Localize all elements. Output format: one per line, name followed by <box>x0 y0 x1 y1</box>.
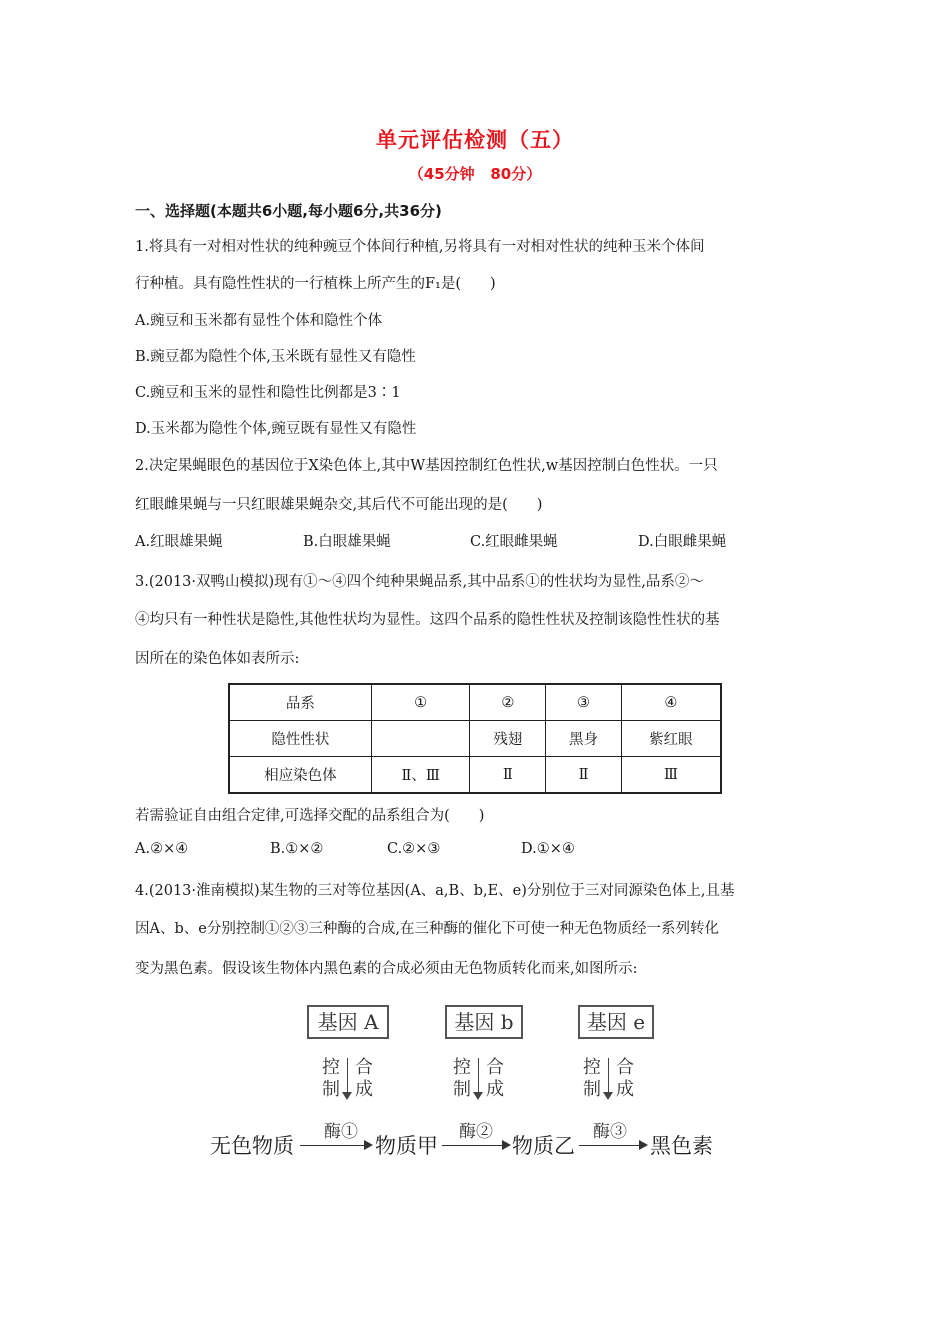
q2-option-a: A.红眼雄果蝇 <box>135 534 223 550</box>
synthesis-label: 合 成 <box>355 1057 373 1100</box>
right-arrow-line <box>579 1145 641 1146</box>
q1-option-a: A.豌豆和玉米都有显性个体和隐性个体 <box>135 313 383 329</box>
table-cell: ② <box>470 684 546 721</box>
q1-option-b: B.豌豆都为隐性个体,玉米既有显性又有隐性 <box>135 349 416 365</box>
table-cell: 相应染色体 <box>229 757 371 794</box>
down-arrow-head <box>603 1092 613 1100</box>
q1-line1: 1.将具有一对相对性状的纯种豌豆个体间行种植,另将具有一对相对性状的纯种玉米个体间 <box>135 239 705 255</box>
right-arrow-head <box>364 1140 373 1150</box>
q1-option-c: C.豌豆和玉米的显性和隐性比例都是3∶1 <box>135 385 401 401</box>
q3-option-b: B.①×② <box>270 841 324 857</box>
table-row <box>229 684 721 721</box>
table-cell <box>371 721 470 757</box>
table-row <box>229 721 721 757</box>
table-cell: 残翅 <box>470 721 546 757</box>
q3-option-a: A.②×④ <box>135 841 189 857</box>
table-row <box>229 757 721 794</box>
table-cell: Ⅱ <box>546 757 622 794</box>
page-title: 单元评估检测（五） <box>376 128 574 152</box>
enzyme-2-label: 酶② <box>459 1122 493 1142</box>
q1-line2: 行种植。具有隐性性状的一行植株上所产生的F₁是( ) <box>135 276 496 292</box>
q1-option-d: D.玉米都为隐性个体,豌豆既有显性又有隐性 <box>135 421 417 437</box>
q2-option-c: C.红眼雌果蝇 <box>470 534 558 550</box>
right-arrow-line <box>442 1145 504 1146</box>
q4-line1: 4.(2013·淮南模拟)某生物的三对等位基因(A、a,B、b,E、e)分别位于三对同源染色体上,且基 <box>135 883 735 899</box>
substance-melanin: 黑色素 <box>650 1134 713 1158</box>
q2-option-d: D.白眼雌果蝇 <box>638 534 727 550</box>
section-heading: 一、选择题(本题共6小题,每小题6分,共36分) <box>135 202 442 220</box>
right-arrow-head <box>502 1140 511 1150</box>
table-cell: ① <box>371 684 470 721</box>
table-cell: 黑身 <box>546 721 622 757</box>
synthesis-label: 合 成 <box>616 1057 634 1100</box>
down-arrow-head <box>342 1092 352 1100</box>
table-cell: 隐性性状 <box>229 721 371 757</box>
enzyme-1-label: 酶① <box>324 1122 358 1142</box>
table-cell: 紫红眼 <box>621 721 721 757</box>
substance-colorless: 无色物质 <box>210 1134 294 1158</box>
down-arrow-head <box>473 1092 483 1100</box>
q2-line2: 红眼雌果蝇与一只红眼雄果蝇杂交,其后代不可能出现的是( ) <box>135 497 543 513</box>
down-arrow-line <box>478 1058 479 1094</box>
q3-line4: 若需验证自由组合定律,可选择交配的品系组合为( ) <box>135 808 485 824</box>
table-cell: ③ <box>546 684 622 721</box>
table-cell: Ⅲ <box>621 757 721 794</box>
substance-a: 物质甲 <box>375 1134 438 1158</box>
strain-table <box>228 683 722 794</box>
gene-box-b: 基因 b <box>445 1005 523 1039</box>
table-cell: Ⅱ <box>470 757 546 794</box>
down-arrow-line <box>347 1058 348 1094</box>
down-arrow-line <box>608 1058 609 1094</box>
right-arrow-line <box>300 1145 366 1146</box>
table-cell: 品系 <box>229 684 371 721</box>
synthesis-label: 合 成 <box>486 1057 504 1100</box>
page-subtitle: （45分钟 80分） <box>408 165 542 183</box>
pathway-diagram <box>210 1000 740 1170</box>
q4-line3: 变为黑色素。假设该生物体内黑色素的合成必须由无色物质转化而来,如图所示: <box>135 961 638 977</box>
substance-b: 物质乙 <box>512 1134 575 1158</box>
q4-line2: 因A、b、e分别控制①②③三种酶的合成,在三种酶的催化下可使一种无色物质经一系列转化 <box>135 921 719 937</box>
q3-option-d: D.①×④ <box>521 841 575 857</box>
q2-option-b: B.白眼雄果蝇 <box>303 534 391 550</box>
q2-line1: 2.决定果蝇眼色的基因位于X染色体上,其中W基因控制红色性状,w基因控制白色性状。一只 <box>135 458 718 474</box>
gene-box-e: 基因 e <box>578 1005 654 1039</box>
q3-option-c: C.②×③ <box>387 841 441 857</box>
q3-line2: ④均只有一种性状是隐性,其他性状均为显性。这四个品系的隐性性状及控制该隐性性状的基 <box>135 612 720 628</box>
table-cell: Ⅱ、Ⅲ <box>371 757 470 794</box>
table-cell: ④ <box>621 684 721 721</box>
control-label: 控 制 <box>322 1057 340 1100</box>
enzyme-3-label: 酶③ <box>593 1122 627 1142</box>
control-label: 控 制 <box>583 1057 601 1100</box>
control-label: 控 制 <box>453 1057 471 1100</box>
q3-line3: 因所在的染色体如表所示: <box>135 651 300 667</box>
q3-line1: 3.(2013·双鸭山模拟)现有①～④四个纯种果蝇品系,其中品系①的性状均为显性,品系②～ <box>135 574 704 590</box>
gene-box-a: 基因 A <box>307 1005 389 1039</box>
right-arrow-head <box>639 1140 648 1150</box>
